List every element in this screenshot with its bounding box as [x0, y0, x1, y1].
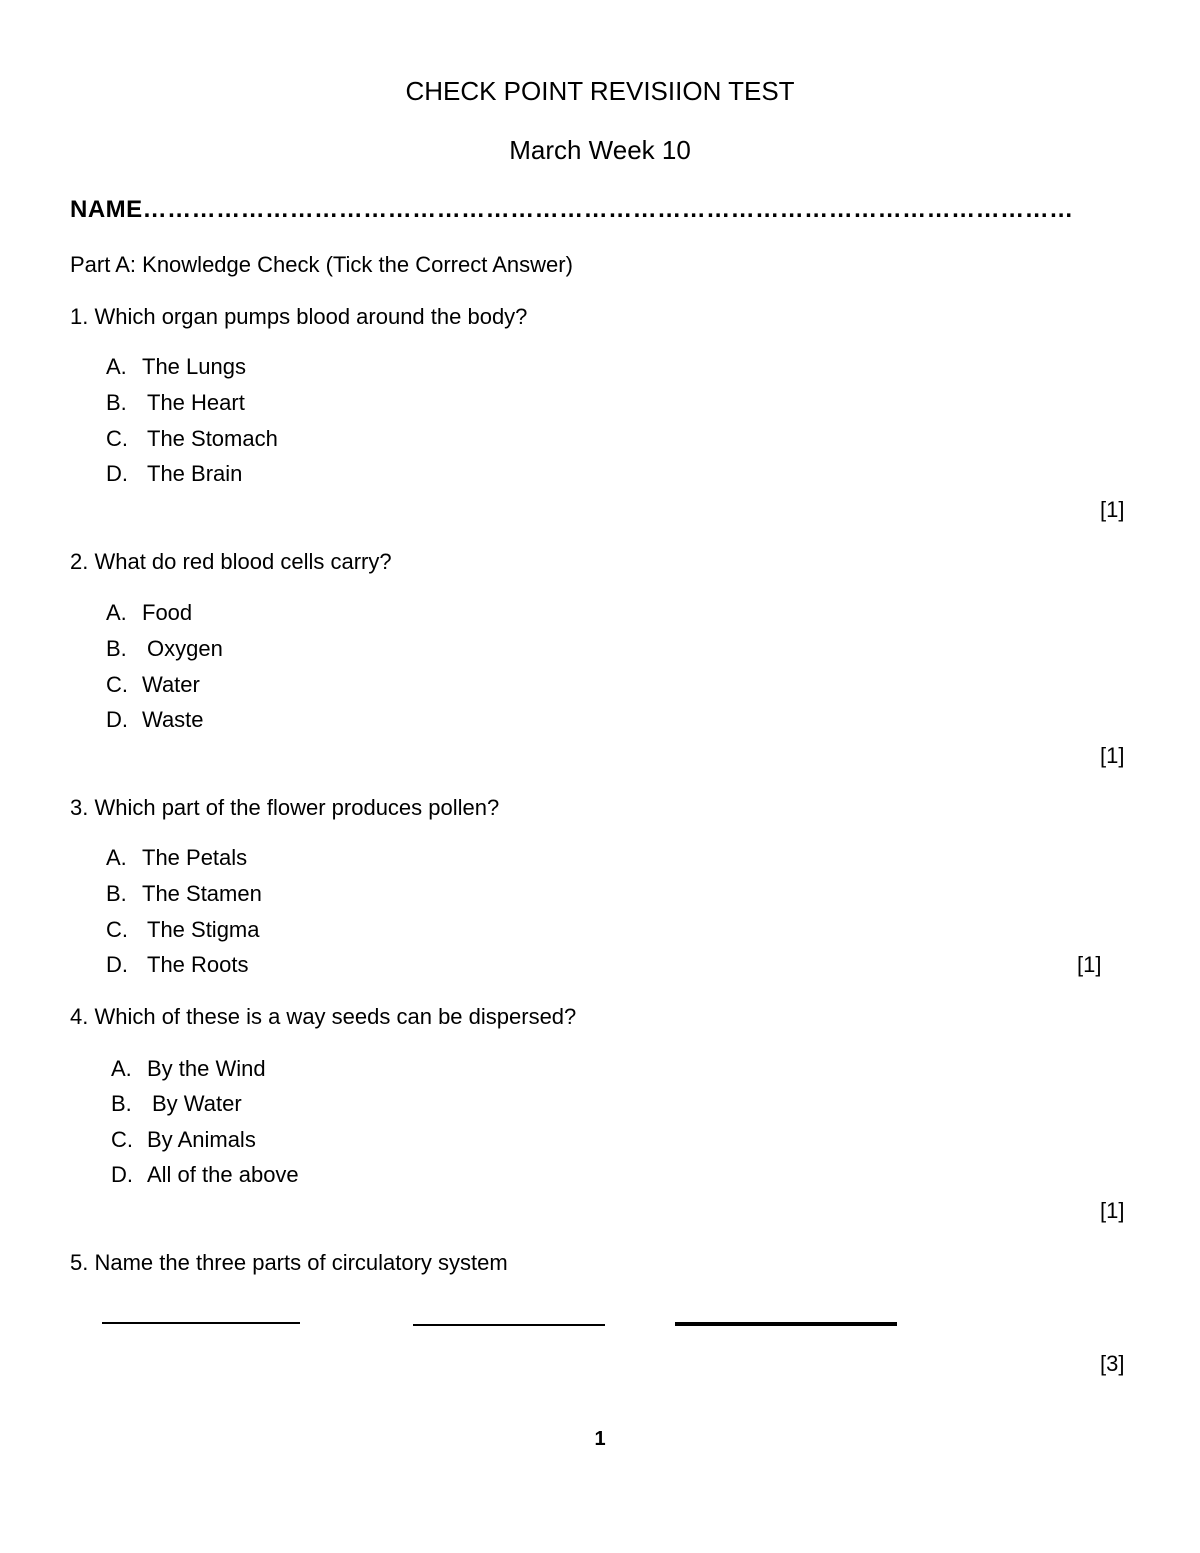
option-text: The Stigma — [147, 917, 260, 942]
question-5-text: 5. Name the three parts of circulatory system — [70, 1250, 508, 1275]
question-3-marks: [1] — [1077, 952, 1102, 977]
answer-blank-2[interactable] — [413, 1324, 605, 1326]
option-text: By Animals — [147, 1127, 256, 1152]
question-4-option-b[interactable] — [111, 1091, 242, 1117]
page-title: CHECK POINT REVISIION TEST — [405, 76, 795, 106]
question-4-option-a[interactable] — [111, 1056, 266, 1082]
page-number: 1 — [594, 1428, 606, 1450]
section-title: Part A: Knowledge Check (Tick the Correct Answer) — [70, 252, 573, 277]
option-text: The Petals — [142, 845, 248, 870]
question-2-option-c[interactable] — [106, 672, 200, 698]
option-letter: A. — [106, 845, 127, 870]
option-text: The Brain — [147, 461, 243, 486]
option-letter: B. — [106, 881, 127, 906]
question-4-text: 4. Which of these is a way seeds can be dispersed? — [70, 1004, 577, 1029]
question-3-option-b[interactable] — [106, 881, 262, 907]
option-letter: A. — [111, 1056, 132, 1081]
question-2-option-d[interactable] — [106, 707, 204, 733]
question-3-option-c[interactable] — [106, 917, 260, 943]
question-4-option-d[interactable] — [111, 1162, 299, 1188]
option-letter: A. — [106, 600, 127, 625]
question-3-option-a[interactable] — [106, 845, 247, 871]
question-1-marks: [1] — [1100, 497, 1125, 522]
name-field[interactable]: NAME…………………………………………………………………………………………………… — [70, 196, 1074, 223]
question-1-option-d[interactable] — [106, 461, 242, 487]
option-letter: C. — [106, 672, 128, 697]
option-text: Oxygen — [147, 636, 223, 661]
option-letter: C. — [106, 426, 128, 451]
question-3-option-d[interactable] — [106, 952, 249, 978]
option-letter: D. — [106, 952, 128, 977]
option-text: By the Wind — [147, 1056, 266, 1081]
page-subtitle: March Week 10 — [509, 135, 691, 165]
option-text: Waste — [142, 707, 204, 732]
option-letter: D. — [111, 1162, 133, 1187]
question-1-option-b[interactable] — [106, 390, 245, 416]
option-letter: B. — [111, 1091, 132, 1116]
option-text: The Roots — [147, 952, 249, 977]
option-letter: B. — [106, 390, 127, 415]
question-4-marks: [1] — [1100, 1198, 1125, 1223]
question-4-option-c[interactable] — [111, 1127, 256, 1153]
question-3-text: 3. Which part of the flower produces pollen? — [70, 795, 500, 820]
question-1-option-a[interactable] — [106, 354, 246, 380]
option-text: The Lungs — [142, 354, 246, 379]
option-text: The Stomach — [147, 426, 278, 451]
option-text: The Stamen — [142, 881, 262, 906]
option-text: All of the above — [147, 1162, 299, 1187]
question-5-marks: [3] — [1100, 1351, 1125, 1376]
answer-blank-3[interactable] — [675, 1322, 897, 1326]
question-1-text: 1. Which organ pumps blood around the body? — [70, 304, 528, 329]
option-letter: D. — [106, 707, 128, 732]
answer-blank-1[interactable] — [102, 1322, 300, 1324]
option-letter: C. — [111, 1127, 133, 1152]
option-letter: C. — [106, 917, 128, 942]
option-letter: A. — [106, 354, 127, 379]
question-2-option-a[interactable] — [106, 600, 192, 626]
option-text: By Water — [152, 1091, 242, 1116]
question-2-marks: [1] — [1100, 743, 1125, 768]
question-1-option-c[interactable] — [106, 426, 278, 452]
option-letter: B. — [106, 636, 127, 661]
option-text: The Heart — [147, 390, 245, 415]
option-letter: D. — [106, 461, 128, 486]
option-text: Water — [142, 672, 200, 697]
option-text: Food — [142, 600, 193, 625]
question-2-option-b[interactable] — [106, 636, 223, 662]
question-2-text: 2. What do red blood cells carry? — [70, 549, 392, 574]
